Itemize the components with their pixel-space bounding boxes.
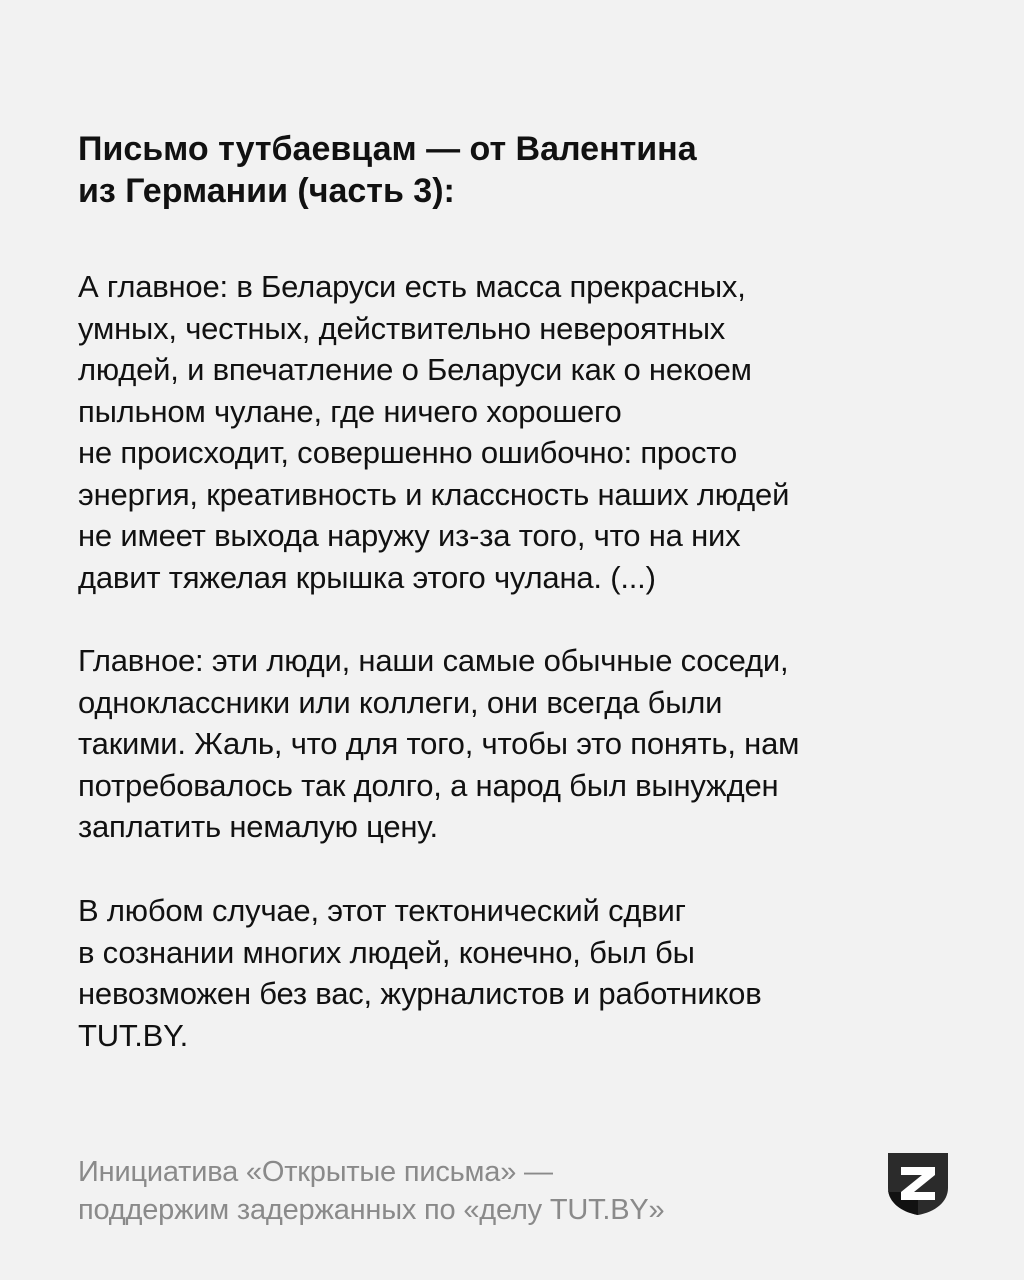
title-line: из Германии (часть 3): xyxy=(78,172,455,210)
text-line: В любом случае, этот тектонический сдвиг xyxy=(78,893,686,928)
text-line: людей, и впечатление о Беларуси как о некоем xyxy=(78,352,752,387)
paragraph-1 xyxy=(78,266,978,598)
text-line: умных, честных, действительно невероятных xyxy=(78,310,726,346)
paragraph-2 xyxy=(78,640,978,848)
text-line: потребовалось так долго, а народ был вынужден xyxy=(78,767,779,803)
footer-line: поддержим задержанных по «делу TUT.BY» xyxy=(78,1194,665,1226)
text-line: Главное: эти люди, наши самые обычные соседи, xyxy=(78,643,789,678)
text-line: TUT.BY. xyxy=(78,1017,189,1053)
text-line: давит тяжелая крышка этого чулана. (...) xyxy=(78,559,656,595)
z-shield-logo-icon xyxy=(887,1152,949,1216)
title-line: Письмо тутбаевцам — от Валентина xyxy=(78,130,697,168)
initiative-footer xyxy=(78,1153,664,1229)
text-line: одноклассники или коллеги, они всегда были xyxy=(78,684,723,720)
text-line: невозможен без вас, журналистов и работников xyxy=(78,976,762,1011)
text-line: заплатить немалую цену. xyxy=(78,809,438,844)
text-line: А главное: в Беларуси есть масса прекрасных, xyxy=(78,269,746,304)
footer-line: Инициатива «Открытые письма» — xyxy=(78,1156,553,1188)
text-line: такими. Жаль, что для того, чтобы это понять, нам xyxy=(78,726,800,761)
text-line: пыльном чулане, где ничего хорошего xyxy=(78,393,622,429)
text-line: не происходит, совершенно ошибочно: просто xyxy=(78,435,737,470)
paragraph-3 xyxy=(78,890,978,1056)
letter-title xyxy=(78,128,958,212)
text-line: не имеет выхода наружу из-за того, что на них xyxy=(78,518,741,553)
text-line: в сознании многих людей, конечно, был бы xyxy=(78,934,695,970)
text-line: энергия, креативность и классность наших людей xyxy=(78,476,790,512)
